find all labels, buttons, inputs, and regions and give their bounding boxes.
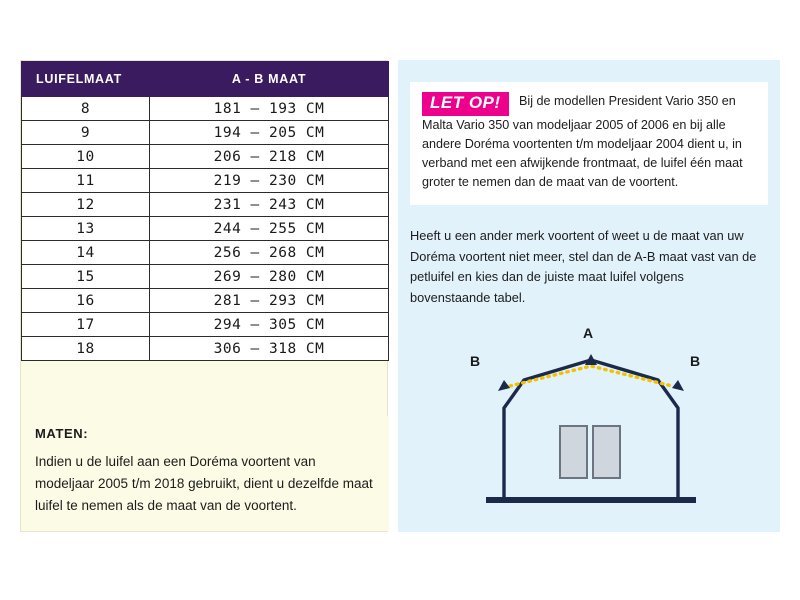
- table-row: [22, 169, 389, 193]
- table-row: [22, 217, 389, 241]
- cell-size: 11: [22, 169, 150, 193]
- cell-range: 269 – 280 CM: [150, 265, 389, 289]
- table-row: [22, 313, 389, 337]
- window-right: [593, 426, 620, 478]
- cell-range: 294 – 305 CM: [150, 313, 389, 337]
- right-panel-info: [398, 60, 780, 532]
- cell-size: 16: [22, 289, 150, 313]
- notice-box: [410, 82, 768, 205]
- label-b-right: B: [690, 353, 701, 369]
- cell-size: 15: [22, 265, 150, 289]
- table-row: [22, 337, 389, 361]
- left-panel-sizes: [20, 60, 388, 532]
- maten-note: [21, 416, 389, 531]
- cell-range: 231 – 243 CM: [150, 193, 389, 217]
- tent-diagram-svg: [464, 322, 718, 522]
- notice-text: Bij de modellen President Vario 350 en Malta Vario 350 van modeljaar 2005 of 2006 en bij alle andere Doréma voortenten t/m modeljaar 2004 dient u, in verband met een afwijkende frontmaat, de luifel één maat groter te nemen dan de maat van de voortent.: [422, 94, 743, 190]
- cell-size: 12: [22, 193, 150, 217]
- cell-range: 244 – 255 CM: [150, 217, 389, 241]
- cell-size: 9: [22, 121, 150, 145]
- cell-range: 219 – 230 CM: [150, 169, 389, 193]
- cell-range: 306 – 318 CM: [150, 337, 389, 361]
- maten-title: MATEN:: [35, 426, 89, 442]
- table-row: [22, 265, 389, 289]
- cell-size: 18: [22, 337, 150, 361]
- cell-range: 181 – 193 CM: [150, 97, 389, 121]
- luifelmaat-table: [21, 61, 389, 361]
- cell-range: 206 – 218 CM: [150, 145, 389, 169]
- table-header-abmaat: A - B MAAT: [150, 62, 389, 97]
- cell-size: 13: [22, 217, 150, 241]
- tent-diagram: [464, 322, 718, 522]
- cell-size: 14: [22, 241, 150, 265]
- cell-range: 194 – 205 CM: [150, 121, 389, 145]
- table-row: [22, 241, 389, 265]
- label-b-left: B: [470, 353, 481, 369]
- table-header-luifelmaat: LUIFELMAAT: [22, 62, 150, 97]
- cell-range: 256 – 268 CM: [150, 241, 389, 265]
- cell-size: 10: [22, 145, 150, 169]
- table-row: [22, 289, 389, 313]
- cell-size: 17: [22, 313, 150, 337]
- arrow-b-right: [672, 380, 684, 391]
- info-paragraph: Heeft u een ander merk voortent of weet u de maat van uw Doréma voortent niet meer, stel dan de A-B maat vast van de petluifel en kies dan de juiste maat luifel volgens bovenstaande tabel.: [410, 228, 757, 306]
- let-op-badge: LET OP!: [422, 92, 509, 116]
- label-a: A: [583, 325, 594, 341]
- table-row: [22, 97, 389, 121]
- cell-range: 281 – 293 CM: [150, 289, 389, 313]
- table-header-row: [22, 62, 389, 97]
- maten-text: Indien u de luifel aan een Doréma voortent van modeljaar 2005 t/m 2018 gebruikt, dient u dezelfde maat luifel te nemen als de maat van de voortent.: [35, 454, 373, 514]
- table-row: [22, 145, 389, 169]
- arrow-b-left: [498, 380, 510, 391]
- cell-size: 8: [22, 97, 150, 121]
- table-row: [22, 193, 389, 217]
- table-row: [22, 121, 389, 145]
- window-left: [560, 426, 587, 478]
